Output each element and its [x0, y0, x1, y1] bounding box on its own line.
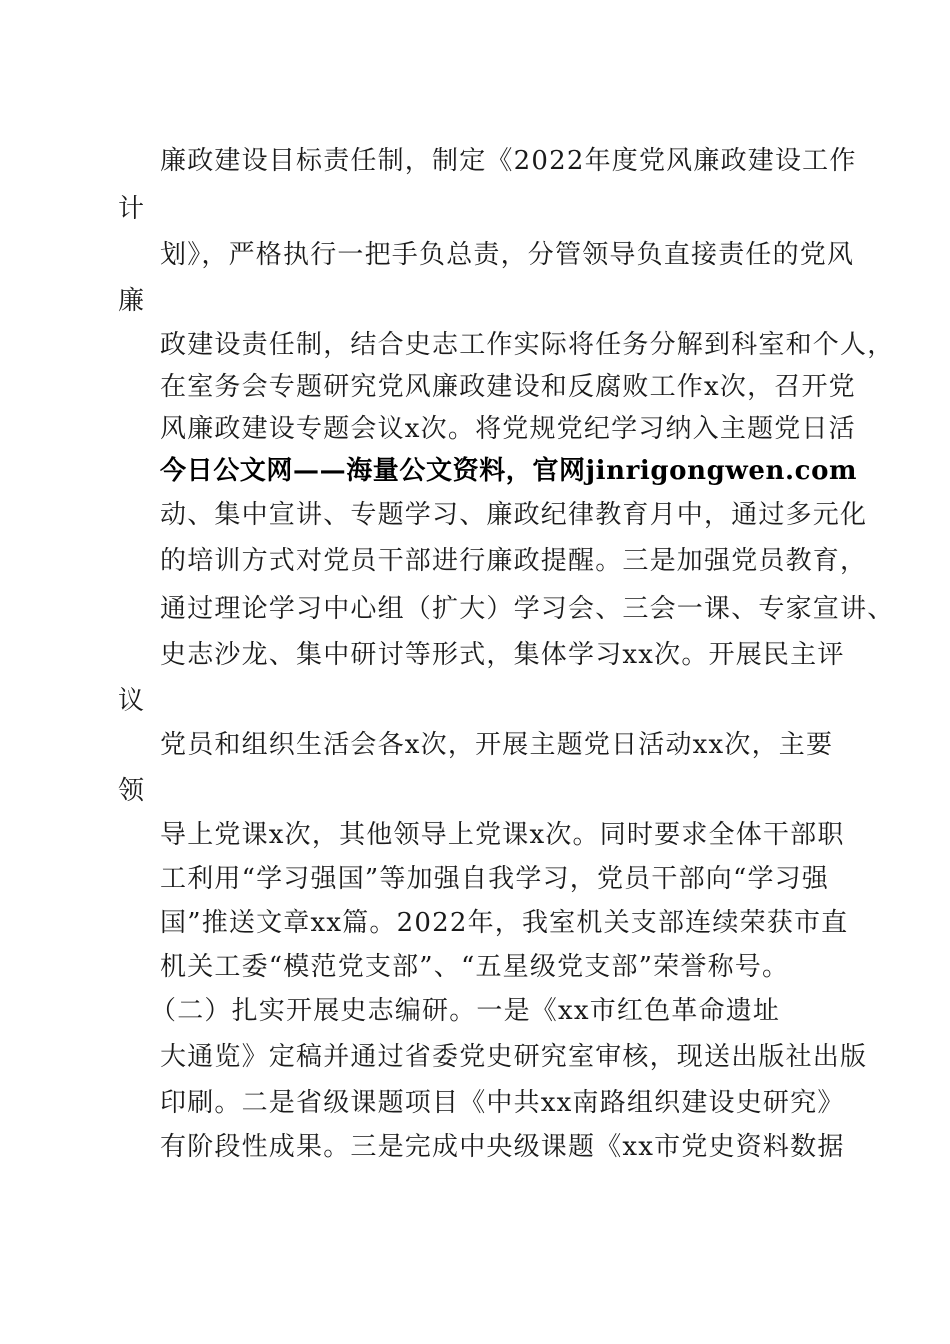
body-line: 机关工委“模范党支部”、“五星级党支部”荣誉称号。 [160, 952, 790, 982]
body-line: 国”推送文章xx篇。2022年，我室机关支部连续荣获市直 [160, 908, 849, 938]
website-banner: 今日公文网——海量公文资料，官网jinrigongwen.com [160, 456, 858, 486]
body-line: 政建设责任制，结合史志工作实际将任务分解到科室和个人， [160, 330, 895, 360]
body-line-wrap: 计 [118, 194, 146, 224]
body-line-wrap: 廉 [118, 286, 146, 316]
body-line-wrap: 领 [118, 776, 146, 806]
body-line: 在室务会专题研究党风廉政建设和反腐败工作x次，召开党 [160, 372, 856, 402]
body-line: 工利用“学习强国”等加强自我学习，党员干部向“学习强 [160, 864, 830, 894]
body-line: 党员和组织生活会各x次，开展主题党日活动xx次，主要 [160, 730, 834, 760]
body-line: 廉政建设目标责任制，制定《2022年度党风廉政建设工作 [160, 146, 857, 176]
body-line: 风廉政建设专题会议x次。将党规党纪学习纳入主题党日活 [160, 414, 856, 444]
body-line: 通过理论学习中心组（扩大）学习会、三会一课、专家宣讲、 [160, 594, 895, 624]
body-line: 史志沙龙、集中研讨等形式，集体学习xx次。开展民主评 [160, 640, 845, 670]
body-line: 划》，严格执行一把手负总责，分管领导负直接责任的党风 [160, 240, 855, 270]
body-line: 有阶段性成果。三是完成中央级课题《xx市党史资料数据 [160, 1132, 845, 1162]
body-line-wrap: 议 [118, 686, 146, 716]
body-line: 印刷。二是省级课题项目《中共xx南路组织建设史研究》 [160, 1088, 845, 1118]
body-line: 动、集中宣讲、专题学习、廉政纪律教育月中，通过多元化 [160, 500, 868, 530]
body-line: 导上党课x次，其他领导上党课x次。同时要求全体干部职 [160, 820, 845, 850]
body-line: 大通览》定稿并通过省委党史研究室审核，现送出版社出版 [160, 1042, 868, 1072]
body-line: 的培训方式对党员干部进行廉政提醒。三是加强党员教育， [160, 546, 868, 576]
section-heading-line: （二）扎实开展史志编研。一是《xx市红色革命遗址 [150, 996, 781, 1026]
